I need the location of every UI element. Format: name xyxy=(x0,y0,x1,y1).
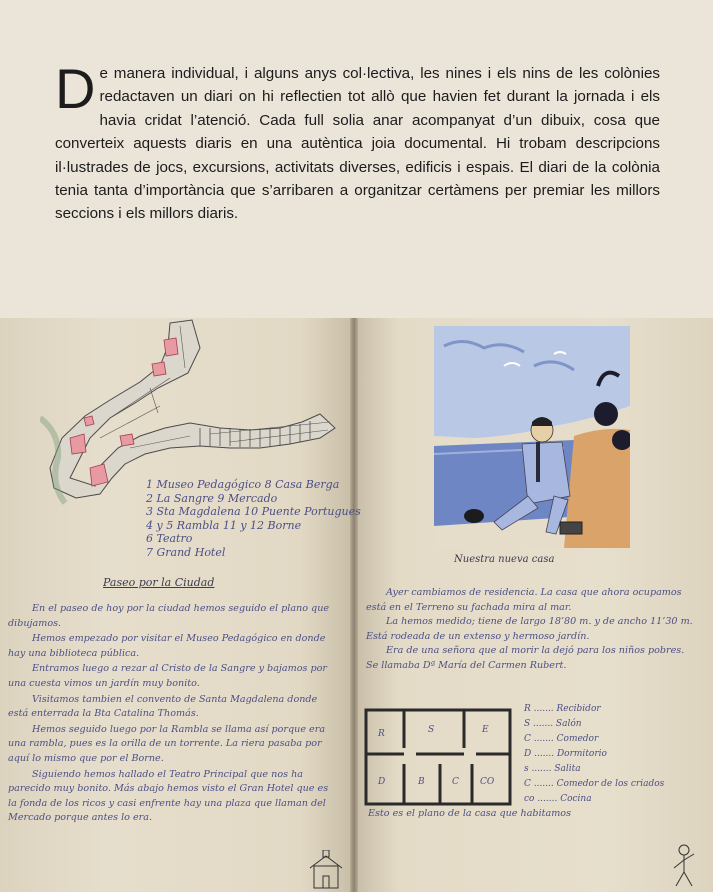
plan-room-label: R xyxy=(378,729,385,739)
diary-scan xyxy=(0,318,713,892)
right-page-body xyxy=(366,586,696,674)
left-paragraph: En el paseo de hoy por la ciudad hemos seguido el plano que dibujamos. xyxy=(8,603,330,629)
map-legend-row: 3 Sta Magdalena 10 Puente Portugues xyxy=(146,505,361,518)
plan-legend-row: s ....... Salita xyxy=(524,764,581,774)
plan-legend-row: D ....... Dormitorio xyxy=(524,749,607,759)
book-gutter xyxy=(350,318,358,892)
house-sketch-icon xyxy=(306,850,346,890)
plan-room-label: S xyxy=(428,725,435,735)
left-paragraph: Hemos seguido luego por la Rambla se llama así porque era una rambla, pues es la orilla de un torrente. La riera pasaba por aquí lo mismo que por el Borne. xyxy=(8,723,326,764)
plan-legend-row: S ....... Salón xyxy=(524,719,582,729)
map-legend-row: 4 y 5 Rambla 11 y 12 Borne xyxy=(146,518,302,532)
plan-room-label: B xyxy=(418,777,425,787)
seaside-illustration xyxy=(434,326,630,548)
plan-legend-row: co ....... Cocina xyxy=(524,794,592,804)
illustration-caption: Nuestra nueva casa xyxy=(454,554,555,565)
plan-room-label: C xyxy=(452,777,459,787)
floor-plan-caption: Esto es el plano de la casa que habitamos xyxy=(368,808,572,819)
plan-room-label: E xyxy=(482,725,489,735)
map-legend-row: 7 Grand Hotel xyxy=(146,545,226,559)
map-legend-row: 6 Teatro xyxy=(146,532,193,545)
right-paragraph: Ayer cambiamos de residencia. La casa que ahora ocupamos está en el Terreno su fachada mira al mar. xyxy=(366,587,682,613)
figure-sketch-icon xyxy=(664,842,704,890)
map-legend-row: 1 Museo Pedagógico 8 Casa Berga xyxy=(146,478,340,491)
intro-body-text: e manera individual, i alguns anys col·lectiva, les nines i els nins de les colònies redactaven un diari on hi reflectien tot allò que havien fet durant la jornada i els havia cridat l’atenció. Cada full solia anar acompanyat d’un dibuix, cosa que converteix aquests diaris en una autèntica joia documental. Hi trobam descripcions il·lustrades de jocs, excursions, activitats diverses, edificis i espais. El diari de la colònia tenia tanta d’importància que s’arribaren a organitzar certàmens per premiar les millors seccions i els millors diaris. xyxy=(55,65,660,223)
plan-legend-row: R ....... Recibidor xyxy=(524,704,601,714)
left-page-title: Paseo por la Ciudad xyxy=(103,576,215,589)
intro-paragraph xyxy=(55,57,660,226)
map-legend xyxy=(146,478,361,559)
right-paragraph: Era de una señora que al morir la dejó para los niños pobres. Se llamaba Dª María del Carmen Rubert. xyxy=(366,645,685,671)
map-legend-row: 2 La Sangre 9 Mercado xyxy=(146,491,278,505)
floor-plan-legend xyxy=(524,702,664,807)
left-paragraph: Visitamos tambien el convento de Santa Magdalena donde está enterrada la Bta Catalina Thomás. xyxy=(8,693,318,720)
plan-room-label: CO xyxy=(480,777,495,787)
plan-legend-row: C ....... Comedor xyxy=(524,734,599,744)
left-paragraph: Entramos luego a rezar al Cristo de la Sangre y bajamos por una cuesta vimos un jardín muy bonito. xyxy=(8,663,327,689)
drop-cap: D xyxy=(55,57,96,120)
plan-room-label: D xyxy=(378,777,386,787)
left-paragraph: Hemos empezado por visitar el Museo Pedagógico en donde hay una biblioteca pública. xyxy=(8,633,326,659)
house-floor-plan xyxy=(364,708,512,808)
right-paragraph: La hemos medido; tiene de largo 18’80 m. y de ancho 11’30 m. Está rodeada de un extenso y hermoso jardín. xyxy=(366,616,693,642)
intro-panel xyxy=(0,0,713,318)
left-page-body xyxy=(8,602,338,827)
left-paragraph: Siguiendo hemos hallado el Teatro Principal que nos ha parecido muy bonito. Más abajo hemos visto el Gran Hotel que es la fonda de los ricos y casi enfrente hay una plaza que llaman del Mercado porque antes lo era. xyxy=(8,768,329,824)
plan-legend-row: C ....... Comedor de los criados xyxy=(524,779,665,789)
